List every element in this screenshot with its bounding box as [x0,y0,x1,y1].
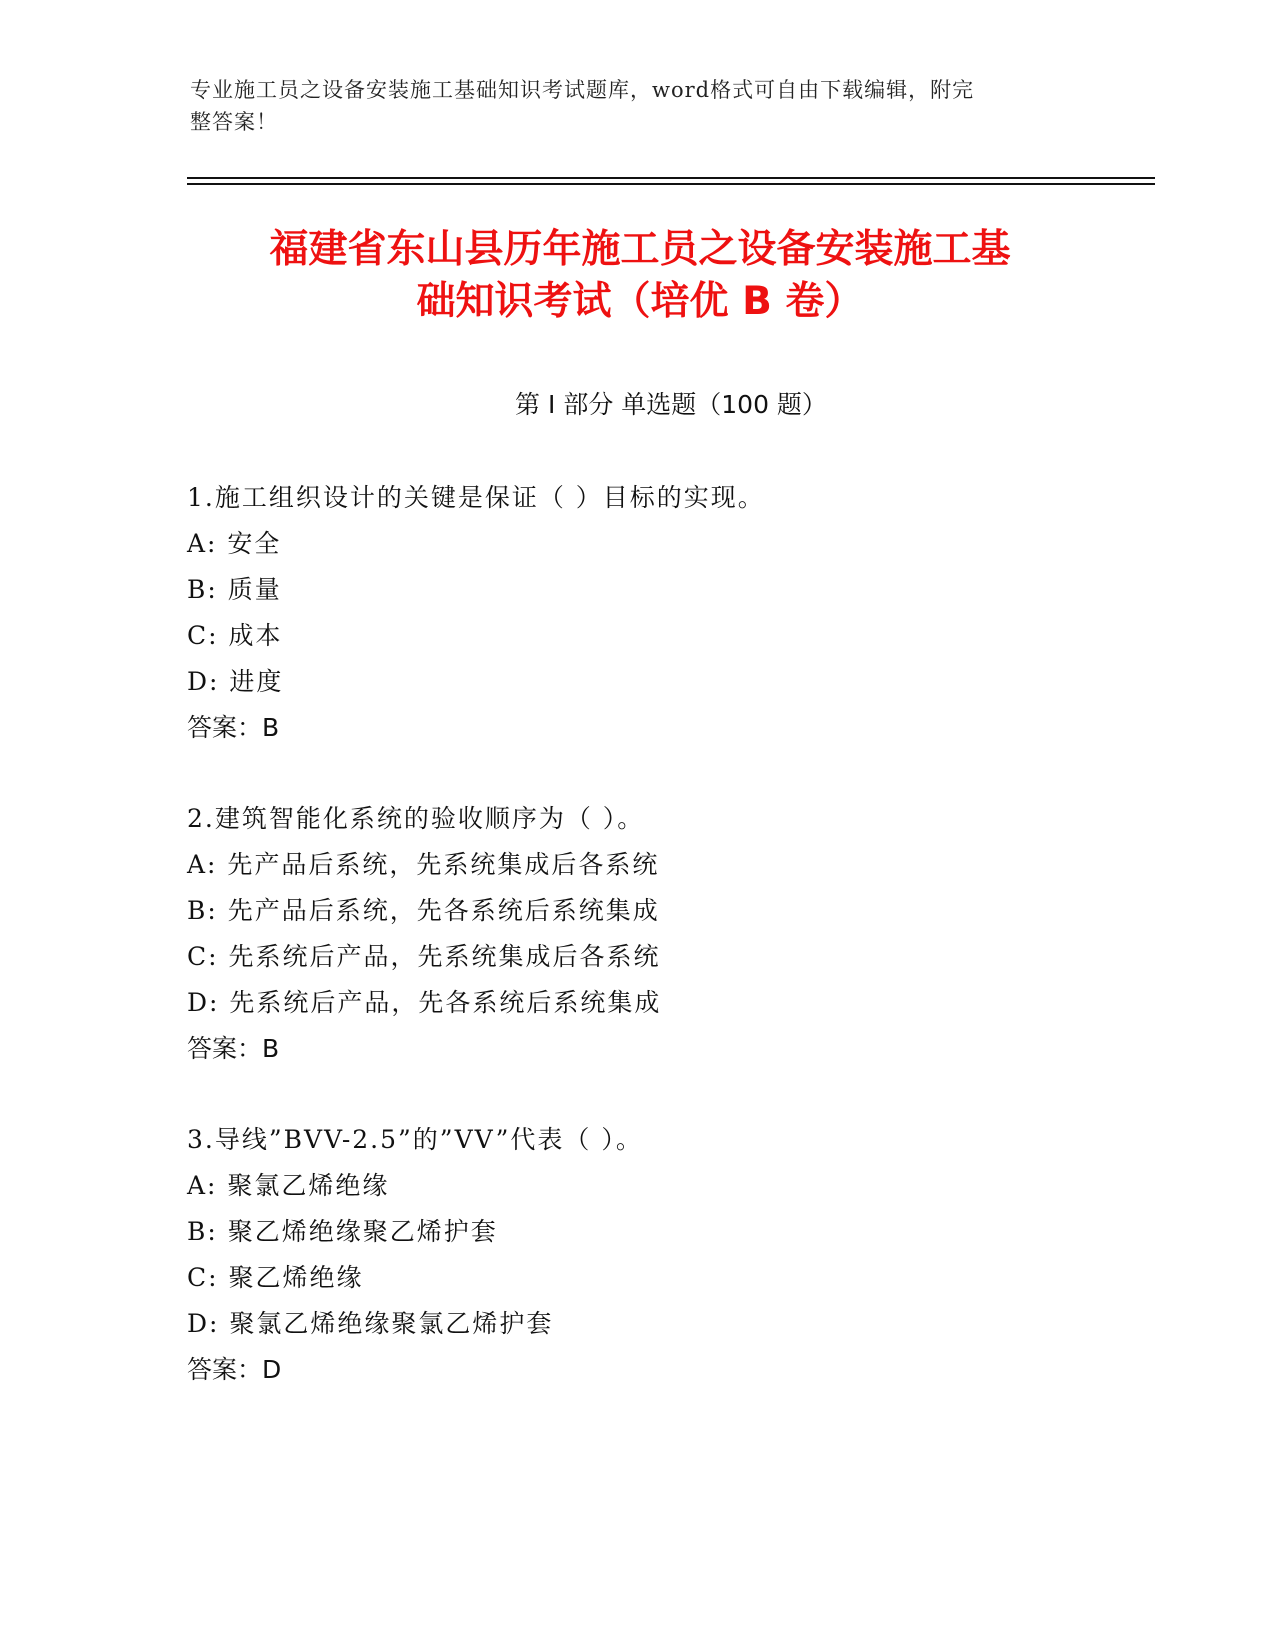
answer: 答案：B [187,713,280,742]
section-heading: 第 I 部分 单选题（100 题） [515,390,827,419]
document-title [190,224,1090,328]
answer: 答案：D [187,1355,282,1384]
header-divider-top [187,177,1155,179]
question-stem: 2.建筑智能化系统的验收顺序为（ ）。 [187,804,645,833]
question-1 [187,475,1107,751]
option-a: A: 聚氯乙烯绝缘 [187,1171,390,1200]
question-stem: 3.导线”BVV-2.5”的”VV”代表（ ）。 [187,1125,643,1154]
header-note [190,74,1090,138]
question-stem: 1.施工组织设计的关键是保证（ ）目标的实现。 [187,483,765,512]
option-b: B: 先产品后系统，先各系统后系统集成 [187,896,660,925]
document-title-line-1: 福建省东山县历年施工员之设备安装施工基 [269,227,1011,272]
option-c: C: 先系统后产品，先系统集成后各系统 [187,942,661,971]
option-d: D: 先系统后产品，先各系统后系统集成 [187,988,662,1017]
header-note-line-1: 专业施工员之设备安装施工基础知识考试题库，word格式可自由下载编辑，附完 [190,78,975,102]
header-divider-bottom [187,183,1155,185]
option-a: A: 先产品后系统，先系统集成后各系统 [187,850,660,879]
option-a: A: 安全 [187,529,282,558]
option-b: B: 聚乙烯绝缘聚乙烯护套 [187,1217,498,1246]
header-note-line-2: 整答案！ [190,110,278,134]
question-3 [187,1117,1107,1393]
option-c: C: 成本 [187,621,283,650]
document-title-line-2: 础知识考试（培优 B 卷） [416,279,864,324]
option-d: D: 聚氯乙烯绝缘聚氯乙烯护套 [187,1309,554,1338]
answer: 答案：B [187,1034,280,1063]
option-c: C: 聚乙烯绝缘 [187,1263,364,1292]
question-2 [187,796,1107,1072]
option-d: D: 进度 [187,667,284,696]
option-b: B: 质量 [187,575,282,604]
